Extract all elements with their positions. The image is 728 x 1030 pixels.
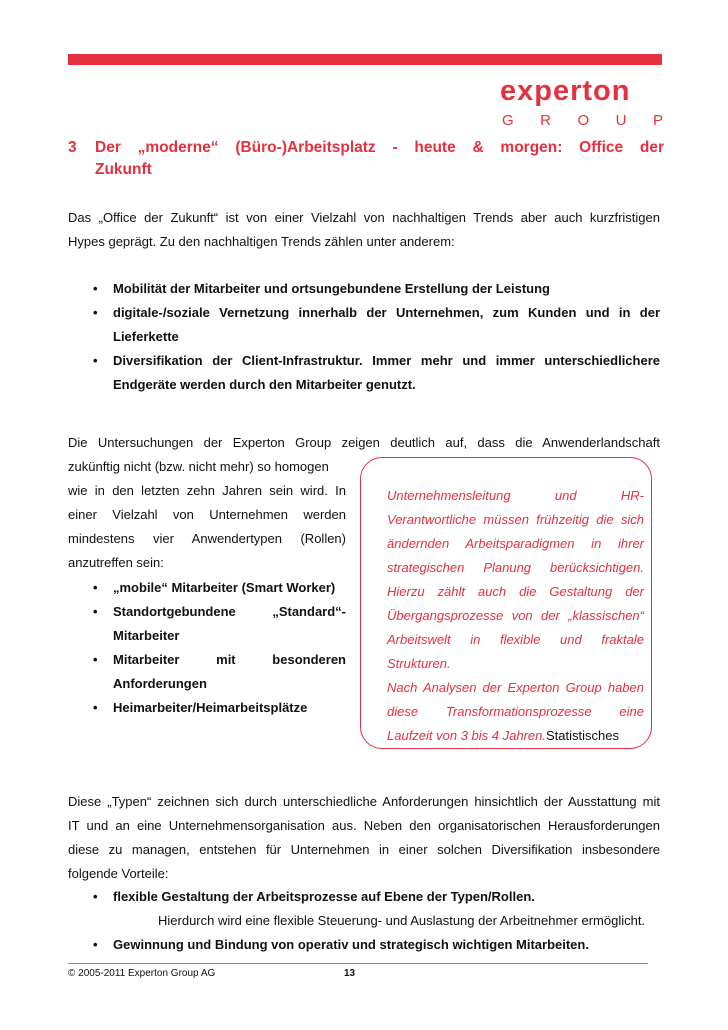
callout-last-plain: Statistisches <box>546 728 619 743</box>
text-line: zukünftig nicht (bzw. nicht mehr) so homogen <box>68 459 329 474</box>
text-line: digitale-/soziale Vernetzung innerhalb der Unternehmen, zum Kunden und in der <box>113 305 660 320</box>
text-line: wie in den letzten zehn Jahren sein wird. In <box>68 483 346 498</box>
section-heading <box>68 137 664 181</box>
text-line: strategischen Planung berücksichtigen. <box>387 560 644 575</box>
advantages-list <box>68 885 660 957</box>
list-item <box>68 277 660 301</box>
text-line: Diese „Typen“ zeichnen sich durch unterschiedliche Anforderungen hinsichtlich der Ausstattung mit <box>68 794 660 809</box>
text-line: diese zu managen, entstehen für Unternehmen in einer solchen Diversifikation insbesondere <box>68 842 660 857</box>
list-item <box>68 696 346 720</box>
text-line: Das „Office der Zukunft“ ist von einer Vielzahl von nachhaltigen Trends aber auch kurzfristigen <box>68 210 660 225</box>
text-line: ändernden Arbeitsparadigmen in ihrer <box>387 536 644 551</box>
text-line: Mitarbeiter <box>113 628 180 643</box>
text-line: Lieferkette <box>113 329 179 344</box>
text-line: Gewinnung und Bindung von operativ und strategisch wichtigen Mitarbeiten. <box>113 937 589 952</box>
page-number: 13 <box>344 968 356 979</box>
text-line: Mitarbeiter mit besonderen <box>113 652 346 667</box>
intro-paragraph <box>68 206 660 254</box>
text-line: Nach Analysen der Experton Group haben <box>387 680 644 695</box>
list-item <box>68 933 660 957</box>
text-line: Arbeitswelt in flexible und fraktale <box>387 632 644 647</box>
text-line: Unternehmensleitung und HR- <box>387 488 644 503</box>
bullet-icon: • <box>93 281 98 296</box>
footer-copyright: © 2005-2011 Experton Group AG <box>68 968 216 979</box>
bullet-icon: • <box>93 889 98 904</box>
text-line <box>387 724 644 748</box>
list-item <box>68 301 660 349</box>
text-line: Endgeräte werden durch den Mitarbeiter genutzt. <box>113 377 416 392</box>
text-line: mindestens vier Anwendertypen (Rollen) <box>68 531 346 546</box>
list-item <box>68 576 346 600</box>
text-line: flexible Gestaltung der Arbeitsprozesse auf Ebene der Typen/Rollen. <box>113 889 535 904</box>
bullet-icon: • <box>93 700 98 715</box>
list-item <box>68 600 346 648</box>
text-line: Verantwortliche müssen frühzeitig die sich <box>387 512 644 527</box>
text-line: Hierzu zählt auch die Gestaltung der <box>387 584 644 599</box>
callout-last-italic: Laufzeit von 3 bis 4 Jahren. <box>387 728 546 743</box>
advantage-note: Hierdurch wird eine flexible Steuerung- und Auslastung der Arbeitnehmer ermöglicht. <box>158 913 646 928</box>
text-line: einer Vielzahl von Unternehmen werden <box>68 507 346 522</box>
types-paragraph <box>68 790 660 886</box>
text-line: Mobilität der Mitarbeiter und ortsungebundene Erstellung der Leistung <box>113 281 550 296</box>
text-line: IT und an eine Unternehmensorganisation aus. Neben den organisatorischen Herausforderungen <box>68 818 660 833</box>
list-item <box>68 349 660 397</box>
text-line: Hypes geprägt. Zu den nachhaltigen Trends zählen unter anderem: <box>68 234 455 249</box>
logo-letter: P <box>652 112 663 129</box>
experton-group-logo <box>500 76 665 132</box>
text-line: Die Untersuchungen der Experton Group zeigen deutlich auf, dass die Anwenderlandschaft <box>68 435 660 450</box>
text-line: Strukturen. <box>387 656 451 671</box>
section-title-line: Der „moderne“ (Büro-)Arbeitsplatz - heute & morgen: Office der <box>95 139 664 156</box>
text-line: Übergangsprozesse von der „klassischen“ <box>387 608 644 623</box>
list-item <box>68 885 660 909</box>
text-line: Heimarbeiter/Heimarbeitsplätze <box>113 700 308 715</box>
logo-letter: U <box>615 112 627 129</box>
section-number: 3 <box>68 139 77 156</box>
bullet-icon: • <box>93 353 98 368</box>
bullet-icon: • <box>93 604 98 619</box>
user-types-list <box>68 576 346 720</box>
text-line: Diversifikation der Client-Infrastruktur. Immer mehr und immer unterschiedlichere <box>113 353 660 368</box>
research-paragraph-left <box>68 479 346 575</box>
text-line: Standortgebundene „Standard“- <box>113 604 346 619</box>
section-title-line: Zukunft <box>95 161 152 178</box>
logo-wordmark: experton <box>500 75 631 107</box>
list-item <box>68 648 346 696</box>
logo-letter: O <box>577 112 590 129</box>
footer-divider <box>68 963 648 964</box>
text-line: folgende Vorteile: <box>68 866 169 881</box>
text-line: diese Transformationsprozesse eine <box>387 704 644 719</box>
bullet-icon: • <box>93 937 98 952</box>
bullet-icon: • <box>93 305 98 320</box>
logo-group-letters <box>502 112 663 129</box>
logo-letter: G <box>502 112 514 129</box>
text-line: „mobile“ Mitarbeiter (Smart Worker) <box>113 580 336 595</box>
bullet-icon: • <box>93 580 98 595</box>
text-line: Anforderungen <box>113 676 207 691</box>
callout-text <box>387 484 644 748</box>
trends-list <box>68 277 660 397</box>
text-line: anzutreffen sein: <box>68 555 164 570</box>
header-accent-bar <box>68 54 662 65</box>
logo-letter: R <box>540 112 551 129</box>
bullet-icon: • <box>93 652 98 667</box>
